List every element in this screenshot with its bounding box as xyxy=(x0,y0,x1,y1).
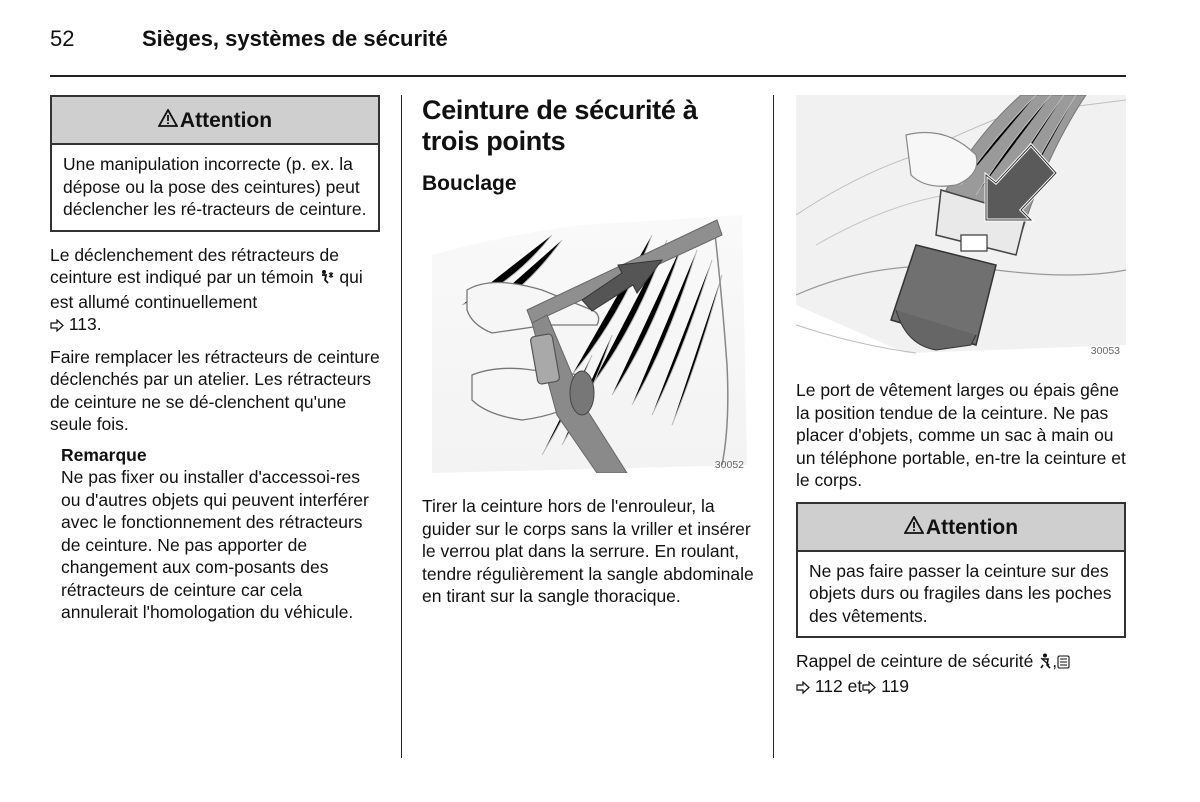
buckle-illustration xyxy=(796,95,1126,367)
section-heading: Ceinture de sécurité à trois points xyxy=(422,95,698,156)
column-1 xyxy=(50,95,380,624)
attention-text: Une manipulation incorrecte (p. ex. la dépose ou la pose des ceintures) peut déclencher les ré-tracteurs de ceinture. xyxy=(63,154,367,219)
airbag-warning-icon xyxy=(319,268,335,291)
section-subheading: Bouclage xyxy=(422,172,517,195)
attention-title: Attention xyxy=(925,515,1019,539)
column-divider-1 xyxy=(401,95,402,758)
remark-title: Remarque xyxy=(61,444,147,465)
figure-number: 30052 xyxy=(714,459,744,471)
page-ref-119[interactable]: 119 xyxy=(881,675,910,696)
column-3 xyxy=(796,95,1126,699)
reminder-paragraph: Rappel de ceinture de sécurité , 112 et 119 xyxy=(796,650,1126,699)
reminder-conjunction: et xyxy=(847,675,863,696)
warning-triangle-icon xyxy=(904,504,924,552)
paragraph-1-text-a: Le déclenchement des rétracteurs de ceinture est indiqué par un témoin xyxy=(50,244,339,287)
attention-header xyxy=(798,504,1124,552)
page-ref-112[interactable]: 112 xyxy=(814,675,843,696)
remark-text: Ne pas fixer ou installer d'accessoi-res ou d'autres objets qui peuvent interférer avec le fonctionnement des rétracteurs de ceinture. Ne pas apporter de changement aux com-posants des rétracteurs de ceinture car cela annulerait l'homologation du véhicule. xyxy=(61,467,369,622)
remark-block xyxy=(61,444,380,624)
buckling-illustration xyxy=(422,215,752,473)
seatbelt-indicator-icon xyxy=(1057,652,1070,675)
column-divider-2 xyxy=(773,95,774,758)
clothing-text: Le port de vêtement larges ou épais gêne la position tendue de la ceinture. Ne pas placer d'objets, comme un sac à main ou un téléphone portable, en-tre la ceinture et le corps. xyxy=(796,380,1126,490)
attention-box-2 xyxy=(796,502,1126,639)
attention-title: Attention xyxy=(179,109,273,132)
figure-buckling xyxy=(422,215,752,473)
seatbelt-reminder-icon xyxy=(1038,652,1052,675)
figure-number: 30053 xyxy=(1090,345,1120,357)
page-title: Sièges, systèmes de sécurité xyxy=(142,26,448,51)
paragraph-1 xyxy=(50,244,380,338)
warning-triangle-icon xyxy=(158,97,178,145)
page-ref-113[interactable]: 113. xyxy=(68,314,102,334)
page-header xyxy=(50,26,448,52)
reminder-text: Rappel de ceinture de sécurité xyxy=(796,651,1034,671)
page-reference-arrow-icon xyxy=(862,677,876,700)
header-rule xyxy=(50,75,1126,77)
attention-header xyxy=(52,97,378,145)
page-reference-arrow-icon xyxy=(796,677,810,700)
figure-buckle-insert xyxy=(796,95,1126,367)
column-2 xyxy=(422,95,754,608)
paragraph-2: Faire remplacer les rétracteurs de ceinture déclenchés par un atelier. Les rétracteurs de ceinture ne se dé-clenchent qu'une seule fois. xyxy=(50,346,380,434)
attention-text: Ne pas faire passer la ceinture sur des objets durs ou fragiles dans les poches des vêtements. xyxy=(809,560,1112,626)
attention-box-1 xyxy=(50,95,380,232)
page-reference-arrow-icon xyxy=(50,315,64,338)
buckling-text: Tirer la ceinture hors de l'enrouleur, la guider sur le corps sans la vriller et insérer le verrou plat dans la serrure. En roulant, tendre régulièrement la sangle abdominale en tirant sur la sangle thoracique. xyxy=(422,496,754,606)
paragraph-1-text-b: qui est allumé continuellement xyxy=(50,267,363,312)
page-number: 52 xyxy=(50,26,75,51)
